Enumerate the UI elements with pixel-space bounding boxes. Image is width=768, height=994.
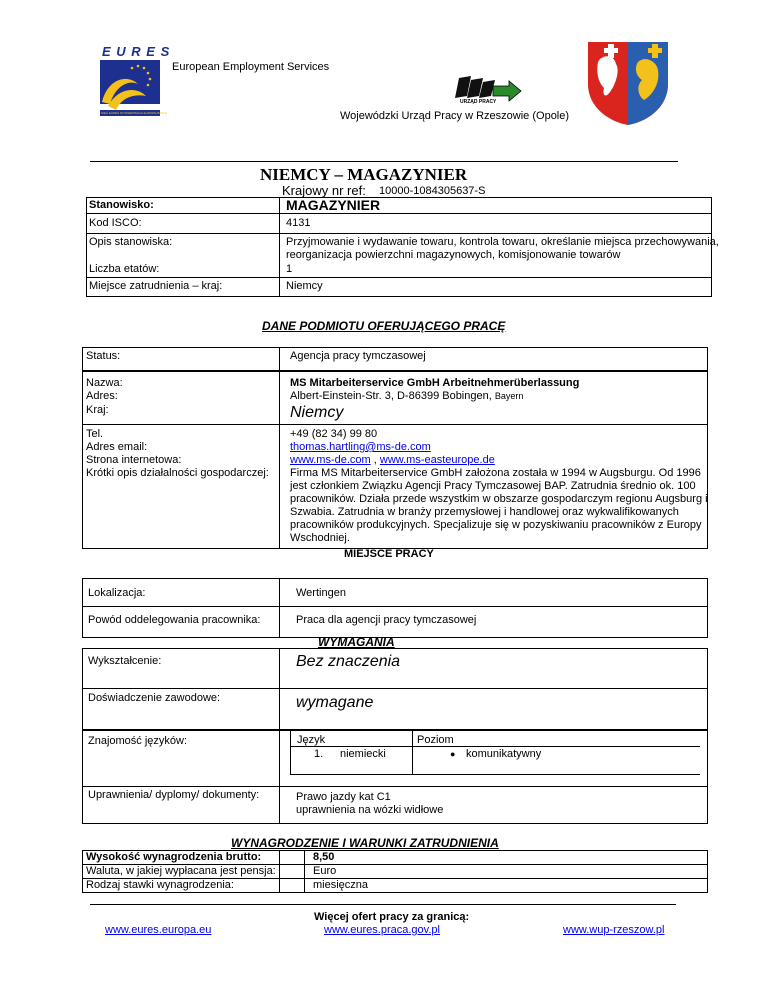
- email-label: Adres email:: [86, 441, 148, 453]
- address-value: [290, 390, 523, 403]
- urzad-pracy-logo-text: URZĄD PRACY: [460, 99, 497, 105]
- footer-link-eures-europa[interactable]: www.eures.europa.eu: [105, 924, 212, 936]
- reason-label: Powód oddelegowania pracownika:: [88, 614, 261, 626]
- location-value: Wertingen: [296, 587, 346, 599]
- count-value: 1: [286, 263, 293, 275]
- eures-logo-text: E U R E S: [102, 44, 171, 59]
- about-line-2: jest członkiem Związku Agencji Pracy Tymczasowej BAP. Zatrudnia średnio ok. 100: [290, 480, 696, 492]
- org-name: European Employment Services: [172, 61, 330, 73]
- rate-label: Rodzaj stawki wynagrodzenia:: [86, 879, 234, 891]
- workplace-table: [82, 578, 708, 638]
- footer-link-eures-praca[interactable]: www.eures.praca.gov.pl: [324, 924, 440, 936]
- requirements-section-title: WYMAGANIA: [318, 635, 395, 649]
- status-value: Agencja pracy tymczasowej: [290, 350, 426, 362]
- footer-link-wup-rzeszow[interactable]: www.wup-rzeszow.pl: [563, 924, 665, 936]
- about-label: Krótki opis działalności gospodarczej:: [86, 467, 269, 479]
- language-name: niemiecki: [340, 748, 386, 760]
- gross-label: Wysokość wynagrodzenia brutto:: [86, 851, 262, 863]
- country-label: Kraj:: [86, 404, 109, 416]
- address-street: Albert-Einstein-Str. 3, D-86399 Bobingen,: [290, 390, 492, 402]
- currency-label: Waluta, w jakiej wypłacana jest pensja:: [86, 865, 276, 877]
- position-label: Stanowisko:: [89, 199, 154, 211]
- country-value: Niemcy: [290, 404, 344, 421]
- email-link[interactable]: thomas.hartling@ms-de.com: [290, 441, 431, 453]
- docs-line-1: Prawo jazdy kat C1: [296, 791, 391, 803]
- language-number: 1.: [314, 748, 324, 760]
- level-column-header: Poziom: [417, 734, 454, 746]
- coat-of-arms: [586, 40, 670, 126]
- header-divider: [90, 161, 678, 162]
- office-name: Wojewódzki Urząd Pracy w Rzeszowie (Opole): [340, 110, 570, 122]
- count-label: Liczba etatów:: [89, 263, 160, 275]
- about-line-1: Firma MS Mitarbeiterservice GmbH założona została w 1994 w Augsburgu. Od 1996: [290, 467, 701, 479]
- place-value: Niemcy: [286, 280, 323, 292]
- web-link-2[interactable]: www.ms-easteurope.de: [379, 454, 495, 466]
- place-label: Miejsce zatrudnienia – kraj:: [89, 280, 223, 292]
- name-value: MS Mitarbeiterservice GmbH Arbeitnehmerüberlassung: [290, 377, 580, 389]
- eures-logo-subtext: SIEĆ EURES W PRZEPISACH EUROPEJSKICH: [101, 111, 168, 115]
- rate-value: miesięczna: [313, 879, 369, 891]
- location-label: Lokalizacja:: [88, 587, 146, 599]
- docs-label: Uprawnienia/ dyplomy/ dokumenty:: [88, 789, 260, 801]
- status-label: Status:: [86, 350, 121, 362]
- desc-line-2: reorganizacja powierzchni magazynowych, komisjonowanie towarów: [286, 249, 621, 261]
- gross-value: 8,50: [313, 851, 335, 863]
- footer-divider: [90, 904, 676, 905]
- position-value: MAGAZYNIER: [286, 197, 381, 213]
- education-value: Bez znaczenia: [296, 653, 401, 670]
- address-label: Adres:: [86, 390, 118, 402]
- about-line-3: pracowników. Działa przede wszystkim w obszarze gospodarczym regionu Augsburg i: [290, 493, 708, 505]
- isco-label: Kod ISCO:: [89, 217, 142, 229]
- bullet-icon: ●: [450, 749, 456, 759]
- page-title: NIEMCY – MAGAZYNIER: [260, 165, 468, 184]
- language-column-header: Język: [297, 734, 326, 746]
- web-link-1[interactable]: www.ms-de.com: [290, 454, 371, 466]
- docs-line-2: uprawnienia na wózki widłowe: [296, 804, 444, 816]
- salary-section-title: WYNAGRODZENIE I WARUNKI ZATRUDNIENIA: [231, 836, 499, 850]
- employer-section-title: DANE PODMIOTU OFERUJĄCEGO PRACĘ: [262, 319, 506, 333]
- web-label: Strona internetowa:: [86, 454, 182, 466]
- currency-value: Euro: [313, 865, 337, 877]
- address-region: Bayern: [494, 391, 524, 401]
- about-line-4: Szwabia. Zatrudnia w branży przemysłowej i handlowej oraz wykwalifikowanych: [290, 506, 679, 518]
- workplace-section-title: MIEJSCE PRACY: [344, 548, 434, 560]
- about-line-6: Wschodniej.: [290, 532, 350, 544]
- desc-label: Opis stanowiska:: [89, 236, 173, 248]
- isco-value: 4131: [286, 217, 311, 229]
- reason-value: Praca dla agencji pracy tymczasowej: [296, 614, 477, 626]
- ref-label: Krajowy nr ref:: [282, 183, 366, 198]
- tel-value: +49 (82 34) 99 80: [290, 428, 378, 440]
- about-line-5: pracowników produkcyjnych. Specjalizuje się w pozyskiwaniu pracowników z Europy: [290, 519, 702, 531]
- desc-line-1: Przyjmowanie i wydawanie towaru, kontrola towaru, określanie miejsca przechowywania,: [286, 236, 719, 248]
- web-separator: ,: [370, 454, 377, 466]
- tel-label: Tel.: [86, 428, 104, 440]
- web-links: [290, 454, 495, 467]
- name-label: Nazwa:: [86, 377, 123, 389]
- language-level: komunikatywny: [466, 748, 542, 760]
- languages-label: Znajomość języków:: [88, 735, 188, 747]
- experience-label: Doświadczenie zawodowe:: [88, 692, 221, 704]
- education-label: Wykształcenie:: [88, 655, 162, 667]
- more-offers: Więcej ofert pracy za granicą:: [314, 911, 470, 923]
- experience-value: wymagane: [296, 694, 374, 711]
- ref-value: 10000-1084305637-S: [379, 185, 486, 197]
